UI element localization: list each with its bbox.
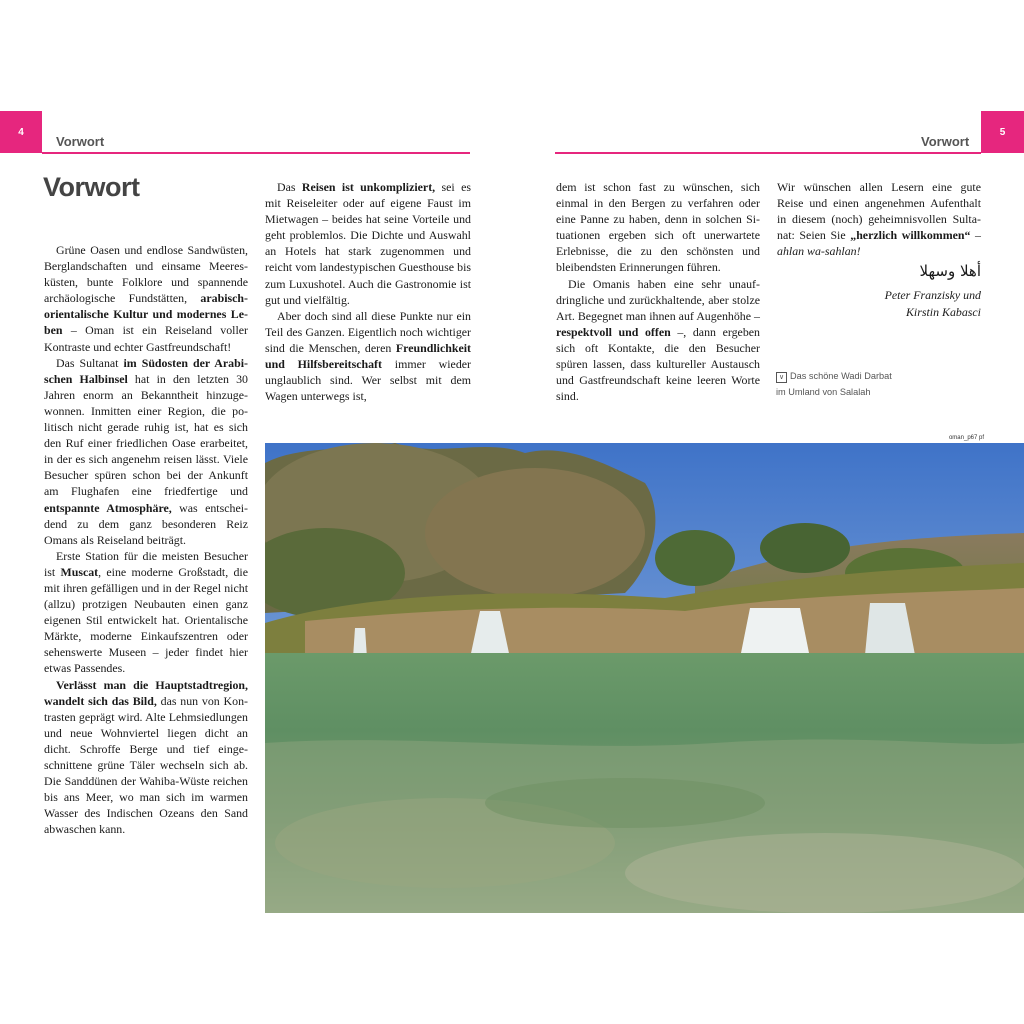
text-run: – Oman ist ein Reiseland voller Kontraste und echter Gastfreundschaft!: [44, 323, 248, 354]
text-column-3: [556, 179, 760, 404]
caption-line-2: im Umland von Salalah: [776, 387, 871, 397]
page-number-left-tab: [0, 111, 42, 153]
running-header-left: Vorwort: [56, 134, 105, 149]
arabic-greeting: أهلا وسهلا: [919, 262, 981, 281]
paragraph: [265, 179, 471, 308]
paragraph: [556, 179, 760, 276]
paragraph: [44, 548, 248, 677]
photo-code: oman_p67 pf: [948, 435, 984, 441]
emphasis-text: Muscat: [60, 564, 99, 579]
page-number-left: 4: [18, 126, 24, 138]
page-title: Vorwort: [43, 172, 140, 202]
closing-paragraph: [777, 179, 981, 259]
page-number-right-tab: [981, 111, 1024, 153]
emphasis-text: im Südosten der Arabischen Halbinsel: [44, 355, 248, 386]
text-run: Die Omanis haben eine sehr unaufdringliche und zurückhaltende, aber stolze Art. Begegnet man ihnen auf Augenhöhe –: [556, 276, 760, 323]
emphasis-text: entspannte Atmosphäre,: [44, 500, 172, 515]
caption-line-1: Das schöne Wadi Darbat: [790, 371, 892, 381]
text-run: Das: [277, 180, 302, 194]
text-run: sei es mit Reiseleiter oder auf eigene Faust im Mietwagen – beides hat seine Vorteile und geht problemlos. Die Dichte und Auswahl an Hotels hat stark zugenommen und reicht vom landestypischen Guesthouse bis zum Luxushotel. Auch die Gastronomie ist gut und vielfältig.: [265, 180, 471, 307]
text-run: immer wieder unglaublich sind. Wer selbst mit dem Wagen unterwegs ist,: [265, 357, 471, 404]
paragraph: [556, 276, 760, 405]
text-run: das nun von Kontrasten geprägt wird. Alte Lehmsiedlungen und neue Wohnviertel liegen dicht an dicht. Schroffe Berge und tief eingeschnittene grüne Täler wechseln sich ab. Die Sanddünen der Wahiba-Wüste reichen bis ans Meer, wo man sich im warmen Wasser des Indischen Ozeans den Sand abwaschen kann.: [44, 693, 248, 837]
emphasis-text: arabisch-orientalische Kultur und modernes Leben: [44, 291, 248, 338]
paragraph: [777, 179, 981, 259]
emphasis-text: Verlässt man die Hauptstadtregion, wandelt sich das Bild,: [44, 677, 248, 708]
text-run: Das Sultanat: [56, 355, 124, 370]
text-run: –: [970, 228, 981, 243]
page-number-right: 5: [999, 126, 1006, 138]
paragraph: [44, 355, 248, 548]
text-column-2: [265, 179, 471, 404]
photo-caption: [776, 368, 892, 400]
paragraph: [265, 308, 471, 405]
wadi-darbat-photo: [265, 443, 1024, 913]
emphasis-text: Freundlichkeit und Hilfsbereitschaft: [265, 340, 471, 372]
text-run: Grüne Oasen und endlose Sandwüsten, Berglandschaften und einsame Meeresküsten, bunte Folklore und spannende archäologische Fundstätten,: [44, 243, 248, 306]
text-run: , eine moderne Großstadt, die mit ihren gefälligen und in der Regel nicht (allzu) protzigen Neubauten einen ganz eigenen Stil entwickelt hat. Orientalische Märkte, moderne Einkaufszentren oder sehenswerte Museen – jeder findet hier etwas Passendes.: [44, 564, 248, 676]
header-rule-left: [42, 152, 470, 154]
signature-line-1: Peter Franzisky und: [884, 288, 981, 303]
paragraph: [44, 242, 248, 355]
text-run: Erste Station für die meisten Besucher ist: [44, 548, 248, 579]
running-header-right: Vorwort: [921, 134, 970, 149]
text-run: was entscheidend zu dem ganz besonderen Reiz Omans als Reiseland beiträgt.: [44, 500, 248, 547]
emphasis-text: „herzlich willkommen“: [850, 228, 971, 243]
italic-text: ahlan wa-sahlan!: [777, 244, 861, 259]
text-column-4: [777, 179, 981, 320]
text-column-1: [44, 242, 248, 837]
paragraph: [44, 677, 248, 838]
text-run: Aber doch sind all diese Punkte nur ein Teil des Ganzen. Eigentlich noch wichtiger sind die Menschen, deren: [265, 308, 471, 355]
text-run: dem ist schon fast zu wünschen, sich einmal in den Bergen zu verfahren oder eine Panne zu haben, denn in solchen Situationen ergeben sich oft unerwartete Erlebnisse, die zu den schönsten und bleibendsten Erinnerungen führen.: [556, 180, 760, 275]
text-run: hat in den letzten 30 Jahren enorm an Bekanntheit hinzugewonnen. Inmitten einer Region, die politisch nicht gerade ruhig ist, hat es sich den Ruf einer friedlichen Oase erarbeitet, in der es sich angenehm reisen lässt. Viele Besucher spüren schon bei der Ankunft am Flughafen eine friedfertige und: [44, 371, 249, 499]
chevron-down-icon: ∨: [776, 372, 787, 383]
emphasis-text: Reisen ist unkompliziert,: [301, 180, 436, 194]
emphasis-text: respektvoll und offen: [556, 324, 671, 339]
text-run: –, dann ergeben sich oft Kontakte, die den Besucher spüren lassen, dass kultureller Austausch und Gastfreundschaft keine leeren Worte sind.: [556, 324, 760, 404]
signature-line-2: Kirstin Kabasci: [906, 304, 981, 319]
text-run: Wir wünschen allen Lesern eine gute Reise und einen angenehmen Aufenthalt in diesem (noch) geheimnisvollen Sultanat: Seien Sie: [777, 180, 981, 243]
header-rule-right: [555, 152, 981, 154]
